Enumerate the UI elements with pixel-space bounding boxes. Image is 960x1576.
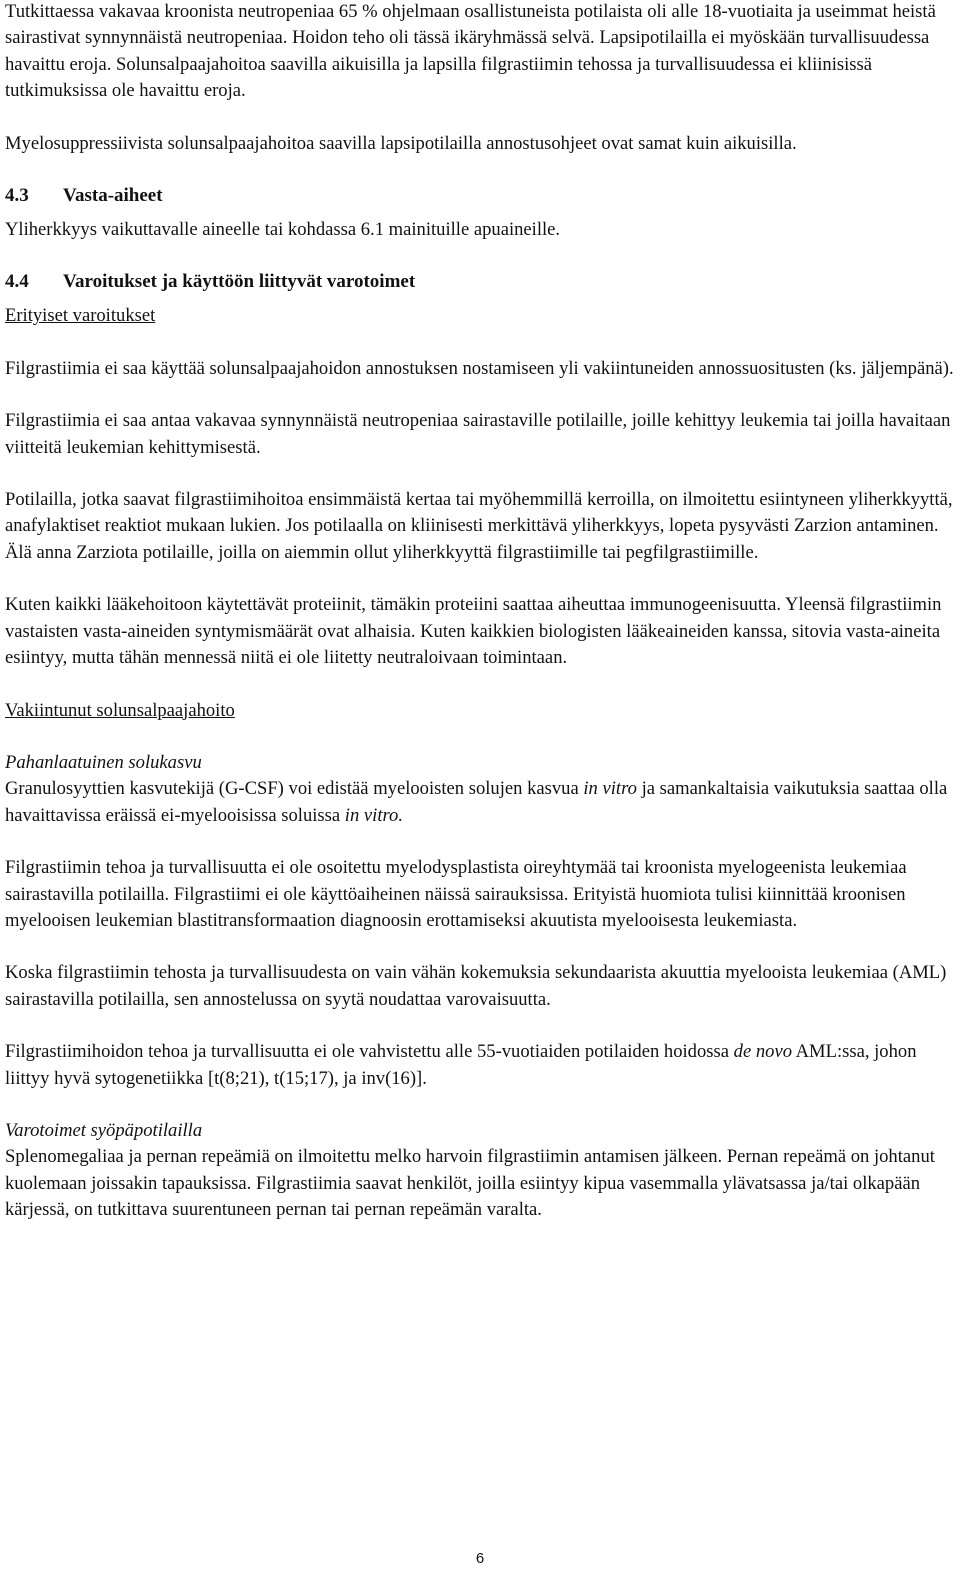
subheading-cancer-precautions: Varotoimet syöpäpotilailla bbox=[5, 1119, 203, 1141]
paragraph-pediatric-dosing: Myelosuppressiivista solunsalpaajahoitoa saavilla lapsipotilailla annostusohjeet ovat samat kuin aikuisilla. bbox=[5, 132, 797, 154]
text-italic-segment: in vitro bbox=[583, 778, 637, 800]
text-segment: AML:ssa, johon liittyy hyvä sytogenetiikka [t(8;21), t(15;17), ja inv(16)]. bbox=[5, 1041, 917, 1089]
paragraph-gcsf-growth bbox=[5, 776, 955, 829]
section-number: 4.3 bbox=[5, 185, 29, 207]
document-page bbox=[5, 0, 955, 1224]
subheading-established-chemotherapy: Vakiintunut solunsalpaajahoito bbox=[5, 699, 235, 721]
section-title: Varoitukset ja käyttöön liittyvät varotoimet bbox=[63, 271, 416, 293]
paragraph-mds-cml: Filgrastiimin tehoa ja turvallisuutta ei ole osoitettu myelodysplastista oireyhtymää tai kroonista myelogeenista leukemiaa sairastavilla potilailla. Filgrastiimi ei ole käyttöaiheinen näissä sairauksissa. Erityistä huomiota tulisi kiinnittää kroonisen myelooisen leukemian blastitransformaation diagnoosin erottamiseksi akuutista myelooisesta leukemiasta. bbox=[5, 857, 907, 931]
page-number: 6 bbox=[475, 1550, 485, 1567]
text-segment: ja samankaltaisia vaikutuksia saattaa olla havaittavissa eräissä ei-myelooisissa soluissa bbox=[5, 778, 948, 826]
subheading-special-warnings: Erityiset varoitukset bbox=[5, 305, 156, 327]
paragraph-congenital-neutropenia: Filgrastiimia ei saa antaa vakavaa synnynnäistä neutropeniaa sairastaville potilaille, joille kehittyy leukemia tai joilla havaitaan viitteitä leukemian kehittymisestä. bbox=[5, 410, 951, 458]
section-title: Vasta-aiheet bbox=[63, 185, 163, 207]
paragraph-splenomegaly: Splenomegaliaa ja pernan repeämiä on ilmoitettu melko harvoin filgrastiimin antamisen jälkeen. Pernan repeämä on johtanut kuolemaan joissakin tapauksissa. Filgrastiimia saavat henkilöt, joilla esiintyy kipua vasemmalla ylävatsassa ja/tai olkapään kärjessä, on tutkittava suurentuneen pernan tai pernan repeämän varalta. bbox=[5, 1146, 935, 1221]
paragraph-immunogenicity: Kuten kaikki lääkehoitoon käytettävät proteiinit, tämäkin proteiini saattaa aiheuttaa immunogeenisuutta. Yleensä filgrastiimin vastaisten vasta-aineiden syntymismäärät ovat alhaisia. Kuten kaikkien biologisten lääkeaineiden kanssa, sitovia vasta-aineita esiintyy, mutta tähän mennessä niitä ei ole liitetty neutraloivaan toimintaan. bbox=[5, 594, 942, 669]
text-segment: Filgrastiimihoidon tehoa ja turvallisuutta ei ole vahvistettu alle 55-vuotiaiden potilaiden hoidossa bbox=[5, 1041, 729, 1063]
section-heading-4-4 bbox=[5, 269, 955, 295]
paragraph-hypersensitivity: Potilailla, jotka saavat filgrastiimihoitoa ensimmäistä kertaa tai myöhemmillä kerroilla, on ilmoitettu esiintyneen yliherkkyyttä, anafylaktiset reaktiot mukaan lukien. Jos potilaalla on kliinisesti merkittävä yliherkkyys, lopeta pysyvästi Zarzion antaminen. Älä anna Zarziota potilaille, joilla on aiemmin ollut yliherkkyyttä filgrastiimille tai pegfilgrastiimille. bbox=[5, 489, 953, 563]
section-heading-4-3 bbox=[5, 183, 955, 209]
text-segment: Granulosyyttien kasvutekijä (G-CSF) voi edistää myelooisten solujen kasvua bbox=[5, 778, 579, 800]
paragraph-secondary-aml: Koska filgrastiimin tehosta ja turvallisuudesta on vain vähän kokemuksia sekundaarista akuuttia myelooista leukemiaa (AML) sairastavilla potilailla, sen annostelussa on syytä noudattaa varovaisuutta. bbox=[5, 962, 947, 1010]
section-number: 4.4 bbox=[5, 271, 29, 293]
text-italic-segment: de novo bbox=[733, 1041, 792, 1063]
paragraph-contraindications: Yliherkkyys vaikuttavalle aineelle tai kohdassa 6.1 mainituille apuaineille. bbox=[5, 219, 561, 241]
paragraph-pediatric-neutropenia: Tutkittaessa vakavaa kroonista neutropeniaa 65 % ohjelmaan osallistuneista potilaista oli alle 18-vuotiaita ja useimmat heistä sairastivat synnynnäistä neutropeniaa. Hoidon teho oli tässä ikäryhmässä selvä. Lapsipotilailla ei myöskään turvallisuudessa havaittu eroja. Solunsalpaajahoitoa saavilla aikuisilla ja lapsilla filgrastiimin tehossa ja turvallisuudessa ei kliinisissä tutkimuksissa ole havaittu eroja. bbox=[5, 1, 936, 102]
paragraph-de-novo-aml bbox=[5, 1039, 955, 1092]
text-italic-segment: in vitro. bbox=[344, 804, 403, 826]
subheading-malignant-cell-growth: Pahanlaatuinen solukasvu bbox=[5, 751, 202, 773]
paragraph-dose-escalation: Filgrastiimia ei saa käyttää solunsalpaajahoidon annostuksen nostamiseen yli vakiintuneiden annossuositusten (ks. jäljempänä). bbox=[5, 357, 954, 379]
